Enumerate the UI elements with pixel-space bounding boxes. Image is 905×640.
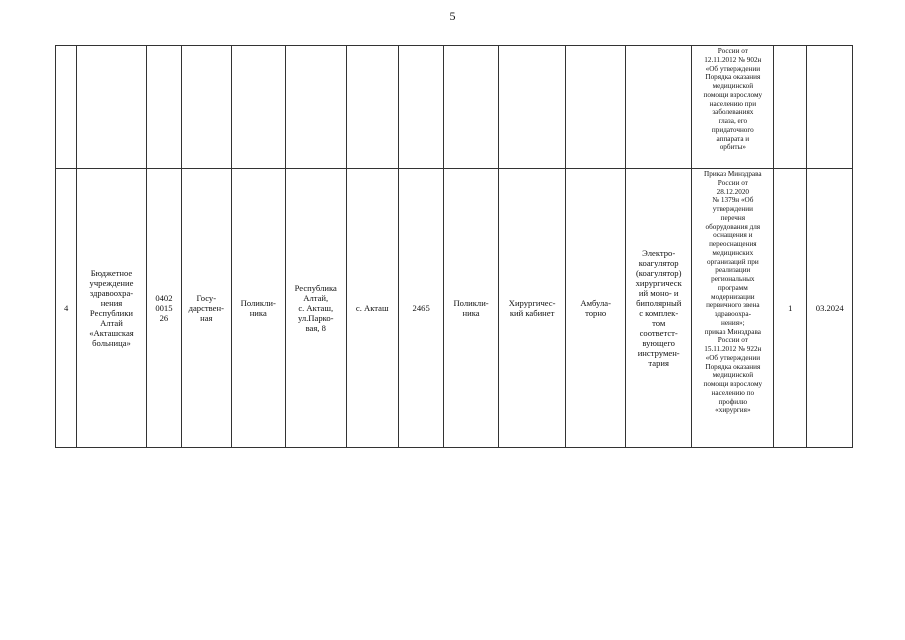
cell-empty (774, 46, 807, 169)
cell-equipment: Электро- коагулятор (коагулятор) хирургическ ий моно- и биполярный с комплек- том соответст- вующего инструмен- тария (625, 169, 692, 448)
cell-empty (566, 46, 626, 169)
cell-row-number: 4 (56, 169, 77, 448)
cell-department: Поликли- ника (444, 169, 498, 448)
cell-empty (444, 46, 498, 169)
cell-ownership: Госу- дарствен- ная (182, 169, 231, 448)
cell-legal-basis: России от 12.11.2012 № 902н «Об утверждении Порядка оказания медицинской помощи взрослому населению при заболеваниях глаза, его придаточного аппарата и орбиты» (692, 46, 774, 169)
cell-code: 0402 0015 26 (146, 169, 181, 448)
equipment-table (55, 45, 853, 448)
cell-locality-code: 2465 (398, 169, 443, 448)
page-number: 5 (449, 9, 456, 23)
cell-organization: Бюджетное учреждение здравоохра- нения Республики Алтай «Акташская больница» (77, 169, 147, 448)
cell-empty (625, 46, 692, 169)
cell-care-condition: Амбула- торно (566, 169, 626, 448)
table-row-continued (56, 46, 853, 169)
cell-empty (56, 46, 77, 169)
cell-address: Республика Алтай, с. Акташ, ул.Парко- вая, 8 (285, 169, 346, 448)
cell-empty (346, 46, 398, 169)
cell-date: 03.2024 (807, 169, 853, 448)
cell-empty (498, 46, 566, 169)
cell-empty (285, 46, 346, 169)
cell-empty (398, 46, 443, 169)
cell-quantity: 1 (774, 169, 807, 448)
cell-empty (146, 46, 181, 169)
cell-empty (231, 46, 285, 169)
cell-room: Хирургичес- кий кабинет (498, 169, 566, 448)
cell-locality: с. Акташ (346, 169, 398, 448)
table-row (56, 169, 853, 448)
cell-org-type: Поликли- ника (231, 169, 285, 448)
cell-empty (182, 46, 231, 169)
cell-empty (77, 46, 147, 169)
cell-legal-basis: Приказ Минздрава России от 28.12.2020 № 1379н «Об утверждении перечня оборудования для оснащения и переоснащения медицинских организаций при реализации региональных программ модернизации первичного звена здравоохра- нения»; приказ Минздрава России от 15.11.2012 № 922н «Об утверждении Порядка оказания медицинской помощи взрослому населению по профилю «хирургия» (692, 169, 774, 448)
cell-empty (807, 46, 853, 169)
